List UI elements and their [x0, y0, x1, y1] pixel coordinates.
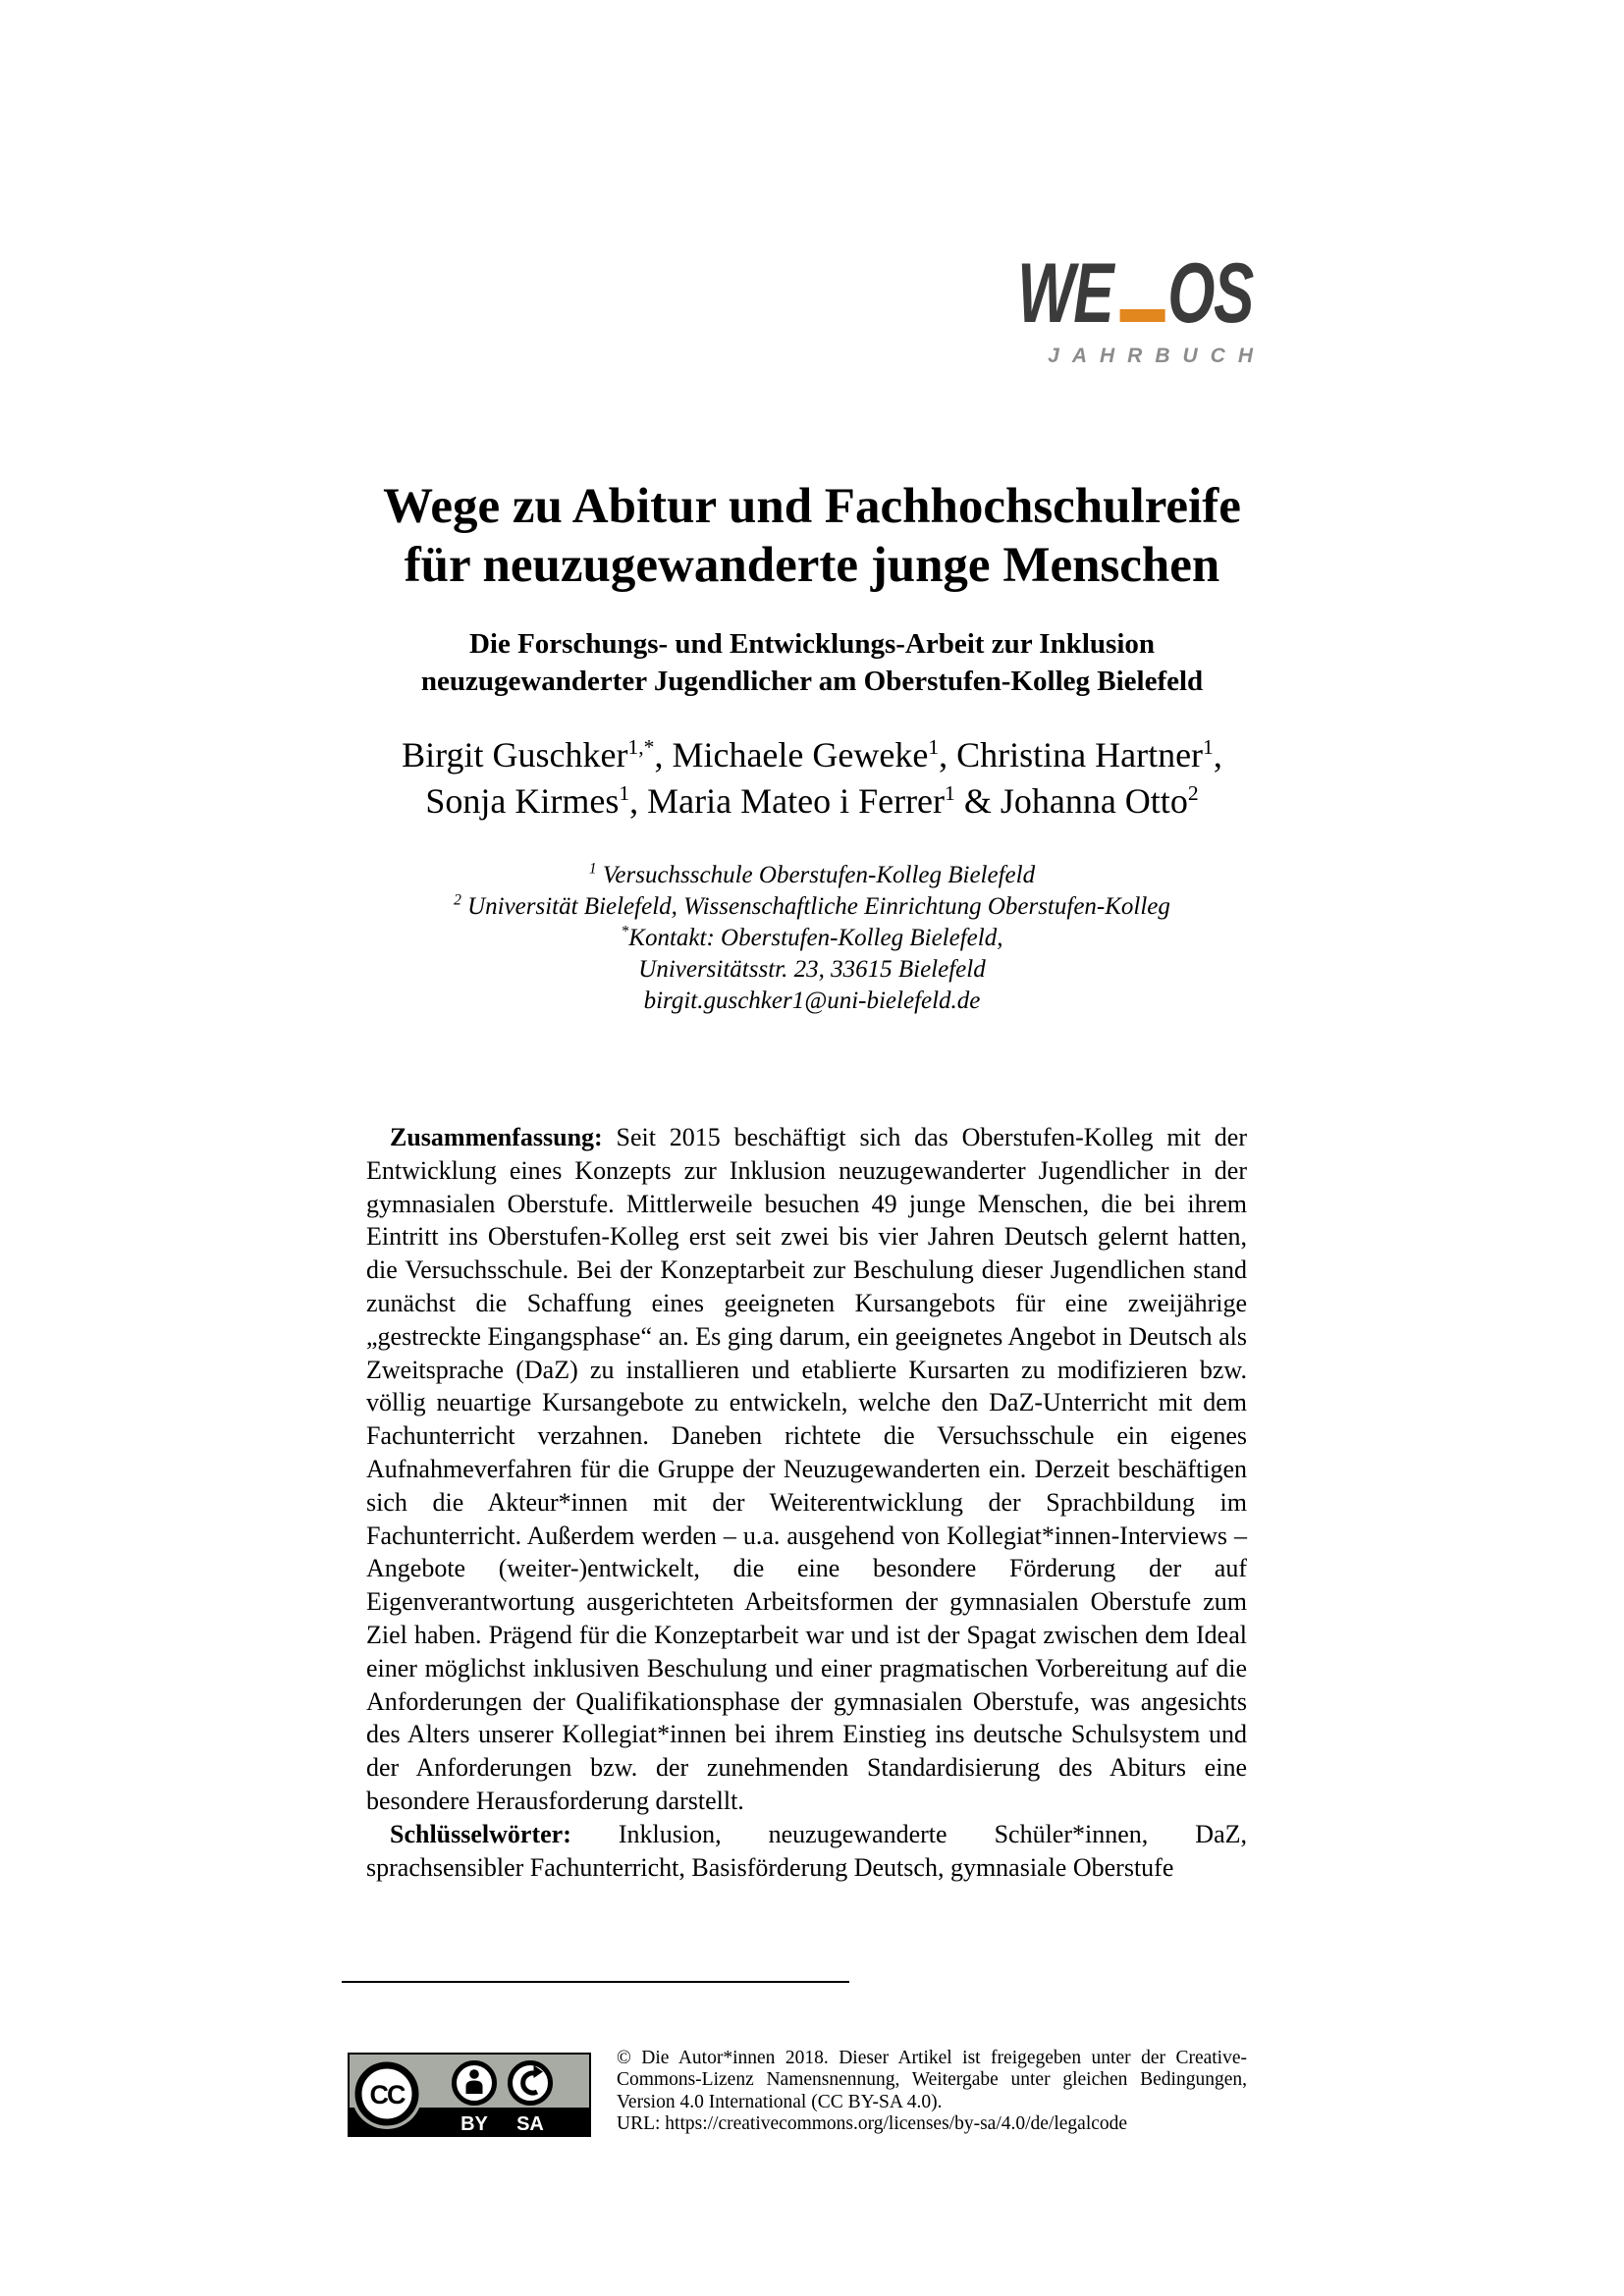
cc-license-badge [348, 2053, 591, 2137]
license-note [617, 2048, 1247, 2136]
logo-wordmark-we: WE [1017, 246, 1113, 341]
affiliation-line: *Kontakt: Oberstufen-Kolleg Bielefeld, [621, 923, 1003, 951]
authors-line-1: Birgit Guschker$^{1,*}$, Michaele Geweke$^1$, Christina Hartner$^1$, [402, 735, 1222, 774]
author-list [0, 732, 1624, 825]
subtitle-line-2: neuzugewanderter Jugendlicher am Oberstufen-Kolleg Bielefeld [420, 666, 1204, 697]
keywords [366, 1818, 1247, 1885]
affiliations [0, 860, 1624, 1017]
cc-icon-label: CC [369, 2080, 405, 2109]
abstract-text: Seit 2015 beschäftigt sich das Oberstufen-Kolleg mit der Entwicklung eines Konzepts zur Inklusion neuzugewanderter Jugendlicher in der gymnasialen Oberstufe. Mittlerweile besuchen 49 junge Menschen, die bei ihrem Eintritt ins Oberstufen-Kolleg erst seit zwei bis vier Jahren Deutsch gelernt hatten, die Versuchsschule. Bei der Konzeptarbeit zur Beschulung dieser Jugendlichen stand zunächst die Schaffung eines geeigneten Kursangebots für eine zweijährige „gestreckte Eingangsphase“ an. Es ging darum, ein geeignetes Angebot in Deutsch als Zweitsprache (DaZ) zu installieren und etablierte Kursarten zu modifizieren bzw. völlig neuartige Kursangebote zu entwickeln, welche den DaZ-Unterricht mit dem Fachunterricht verzahnen. Daneben richtete die Versuchsschule ein eigenes Aufnahmeverfahren für die Gruppe der Neuzugewanderten ein. Derzeit beschäftigen sich die Akteur*innen mit der Weiterentwicklung der Sprachbildung im Fachunterricht. Außerdem werden – u.a. ausgehend von Kollegiat*innen-Interviews – Angebote (weiter-)entwickelt, die eine besondere Förderung der auf Eigenverantwortung ausgerichteten Arbeitsformen der gymnasialen Oberstufe zum Ziel haben. Prägend für die Konzeptarbeit war und ist der Spagat zwischen dem Ideal einer möglichst inklusiven Beschulung und einer pragmatischen Vorbereitung auf die Anforderungen der Qualifikationsphase der gymnasialen Oberstufe, was angesichts des Alters unserer Kollegiat*innen bei ihrem Einstieg ins deutsche Schulsystem und der Anforderungen bzw. der zunehmenden Standardisierung des Abiturs eine besondere Herausforderung darstellt. [366, 1123, 1247, 1815]
badge-by-label: BY [460, 2113, 488, 2135]
license-text: © Die Autor*innen 2018. Dieser Artikel ist freigegeben unter der Creative-Commons-Lizenz Namensnennung, Weitergabe unter gleichen Bedingungen, Version 4.0 International (CC BY-SA 4.0). [617, 2048, 1247, 2112]
logo-underscore-mark [1119, 309, 1164, 322]
attribution-person-icon [455, 2063, 495, 2104]
footnote-separator [342, 1981, 849, 1983]
cc-icon [352, 2058, 422, 2129]
logo-series-label: JAHRBUCH [1048, 345, 1266, 367]
article-subtitle [0, 625, 1624, 700]
affiliation-line: $^2$ Universität Bielefeld, Wissenschaftliche Einrichtung Oberstufen-Kolleg [454, 891, 1170, 920]
affiliation-line: birgit.guschker1@uni-bielefeld.de [643, 988, 981, 1014]
subtitle-line-1: Die Forschungs- und Entwicklungs-Arbeit zur Inklusion [468, 628, 1156, 660]
abstract [366, 1121, 1247, 1818]
license-url: URL: https://creativecommons.org/licenses/by-sa/4.0/de/legalcode [617, 2113, 1128, 2135]
title-line-2: für neuzugewanderte junge Menschen [404, 538, 1220, 593]
journal-logo [926, 246, 1266, 368]
article-title [0, 477, 1624, 595]
keywords-text: Inklusion, neuzugewanderte Schüler*innen, DaZ, sprachsensibler Fachunterricht, Basisförderung Deutsch, gymnasiale Oberstufe [366, 1820, 1247, 1882]
logo-wordmark [1017, 246, 1253, 341]
share-alike-icon [511, 2063, 551, 2104]
keywords-label: Schlüsselwörter: [390, 1820, 571, 1848]
affiliation-line: $^1$ Versuchsschule Oberstufen-Kolleg Bielefeld [588, 860, 1036, 888]
title-line-1: Wege zu Abitur und Fachhochschulreife [383, 479, 1241, 534]
badge-sa-label: SA [516, 2113, 544, 2135]
affiliation-line: Universitätsstr. 23, 33615 Bielefeld [638, 956, 986, 983]
authors-line-2: Sonja Kirmes$^1$, Maria Mateo i Ferrer$^1$ & Johanna Otto$^2$ [425, 781, 1199, 821]
logo-wordmark-os: OS [1167, 246, 1253, 341]
abstract-label: Zusammenfassung: [390, 1123, 603, 1151]
